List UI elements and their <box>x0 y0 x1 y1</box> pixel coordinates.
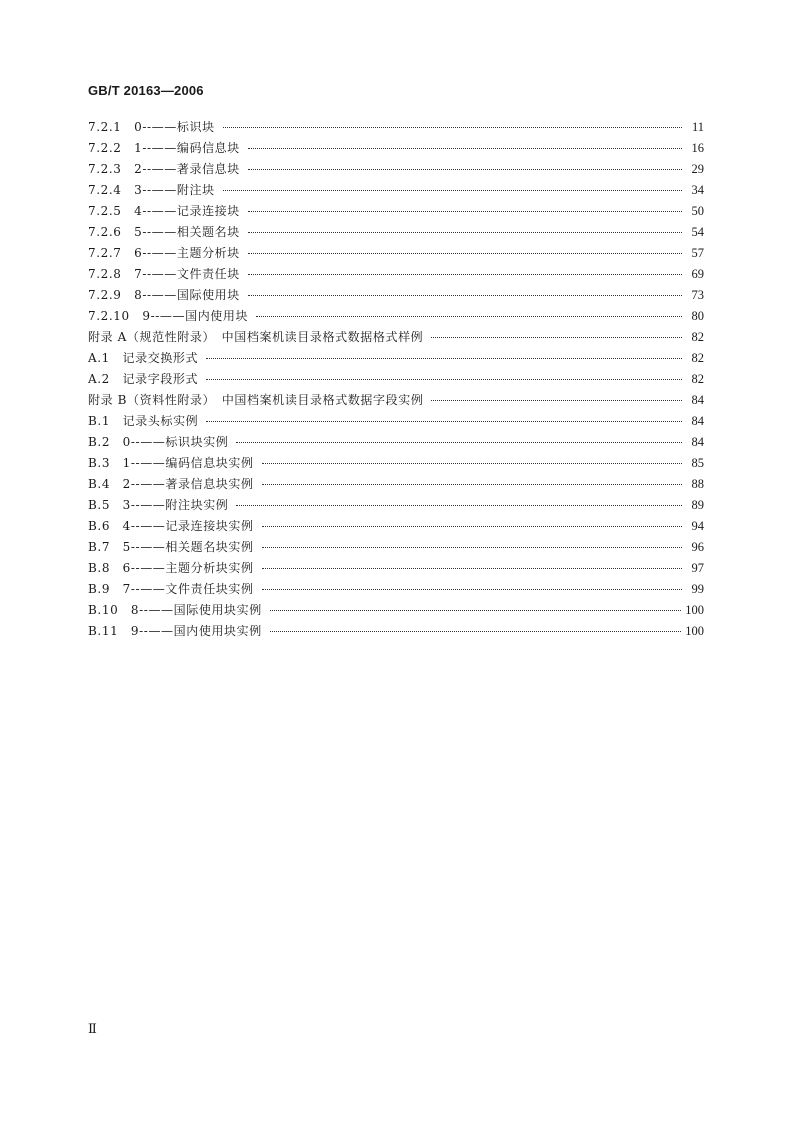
document-header: GB/T 20163—2006 <box>88 83 204 98</box>
toc-entry-page: 80 <box>691 309 704 323</box>
toc-entry[interactable] <box>88 559 704 580</box>
toc-entry-label: B.10 8--——国际使用块实例 <box>88 603 262 617</box>
toc-entry-page: 82 <box>691 330 704 344</box>
toc-entry-label: 7.2.3 2--——著录信息块 <box>88 162 240 176</box>
toc-entry[interactable] <box>88 412 704 433</box>
toc-entry[interactable] <box>88 496 704 517</box>
toc-entry-page: 50 <box>691 204 704 218</box>
toc-entry-page: 16 <box>691 141 704 155</box>
toc-leader-dots <box>431 337 682 338</box>
toc-entry-page: 88 <box>691 477 704 491</box>
toc-entry[interactable] <box>88 475 704 496</box>
toc-entry-label: 附录 B（资料性附录） 中国档案机读目录格式数据字段实例 <box>88 393 424 407</box>
toc-entry[interactable] <box>88 454 704 475</box>
toc-entry[interactable] <box>88 223 704 244</box>
toc-leader-dots <box>248 148 682 149</box>
toc-entry-label: B.5 3--——附注块实例 <box>88 498 229 512</box>
toc-entry-label: B.3 1--——编码信息块实例 <box>88 456 254 470</box>
toc-entry-label: B.1 记录头标实例 <box>88 414 199 428</box>
toc-entry-label: A.2 记录字段形式 <box>88 372 199 386</box>
toc-leader-dots <box>248 232 682 233</box>
toc-leader-dots <box>262 484 682 485</box>
toc-leader-dots <box>236 505 682 506</box>
toc-entry-page: 34 <box>691 183 704 197</box>
toc-entry[interactable] <box>88 160 704 181</box>
toc-leader-dots <box>223 127 682 128</box>
toc-entry-label: 7.2.4 3--——附注块 <box>88 183 215 197</box>
toc-entry[interactable] <box>88 118 704 139</box>
toc-entry-label: B.7 5--——相关题名块实例 <box>88 540 254 554</box>
toc-entry[interactable] <box>88 286 704 307</box>
toc-entry[interactable] <box>88 370 704 391</box>
toc-leader-dots <box>248 169 682 170</box>
table-of-contents <box>88 118 704 643</box>
toc-entry-label: 7.2.2 1--——编码信息块 <box>88 141 240 155</box>
toc-entry-page: 89 <box>691 498 704 512</box>
toc-entry-label: 7.2.6 5--——相关题名块 <box>88 225 240 239</box>
toc-entry[interactable] <box>88 265 704 286</box>
toc-leader-dots <box>248 295 682 296</box>
toc-leader-dots <box>206 358 682 359</box>
toc-entry-label: B.11 9--——国内使用块实例 <box>88 624 262 638</box>
toc-entry-annex-a[interactable] <box>88 328 704 349</box>
toc-leader-dots <box>262 526 682 527</box>
toc-entry-page: 54 <box>691 225 704 239</box>
toc-entry[interactable] <box>88 601 704 622</box>
toc-leader-dots <box>223 190 682 191</box>
toc-entry-page: 29 <box>691 162 704 176</box>
toc-entry[interactable] <box>88 517 704 538</box>
toc-leader-dots <box>262 463 682 464</box>
toc-leader-dots <box>248 211 682 212</box>
toc-entry-page: 96 <box>691 540 704 554</box>
toc-entry-page: 100 <box>685 603 704 617</box>
toc-entry[interactable] <box>88 349 704 370</box>
toc-entry[interactable] <box>88 202 704 223</box>
toc-entry-page: 84 <box>691 435 704 449</box>
toc-entry[interactable] <box>88 538 704 559</box>
toc-entry-page: 11 <box>691 120 704 134</box>
toc-entry-page: 69 <box>691 267 704 281</box>
toc-entry-page: 84 <box>691 393 704 407</box>
toc-entry-label: 附录 A（规范性附录） 中国档案机读目录格式数据格式样例 <box>88 330 424 344</box>
toc-entry-page: 82 <box>691 372 704 386</box>
toc-entry-label: 7.2.7 6--——主题分析块 <box>88 246 240 260</box>
toc-entry-page: 84 <box>691 414 704 428</box>
toc-entry-label: 7.2.1 0--——标识块 <box>88 120 215 134</box>
toc-entry-label: B.8 6--——主题分析块实例 <box>88 561 254 575</box>
toc-entry-label: 7.2.10 9--——国内使用块 <box>88 309 249 323</box>
toc-leader-dots <box>248 274 682 275</box>
toc-entry-page: 99 <box>691 582 704 596</box>
toc-leader-dots <box>262 568 682 569</box>
toc-entry-label: 7.2.8 7--——文件责任块 <box>88 267 240 281</box>
toc-entry[interactable] <box>88 622 704 643</box>
toc-entry-label: 7.2.9 8--——国际使用块 <box>88 288 240 302</box>
toc-entry-page: 73 <box>691 288 704 302</box>
toc-leader-dots <box>206 421 682 422</box>
toc-entry-label: 7.2.5 4--——记录连接块 <box>88 204 240 218</box>
toc-entry-page: 85 <box>691 456 704 470</box>
toc-leader-dots <box>206 379 682 380</box>
toc-entry-label: A.1 记录交换形式 <box>88 351 199 365</box>
toc-entry-page: 94 <box>691 519 704 533</box>
toc-entry-page: 97 <box>691 561 704 575</box>
toc-leader-dots <box>270 610 681 611</box>
toc-leader-dots <box>236 442 682 443</box>
toc-entry-label: B.4 2--——著录信息块实例 <box>88 477 254 491</box>
toc-entry[interactable] <box>88 244 704 265</box>
toc-entry[interactable] <box>88 181 704 202</box>
toc-entry-page: 82 <box>691 351 704 365</box>
toc-entry-annex-b[interactable] <box>88 391 704 412</box>
toc-leader-dots <box>262 547 682 548</box>
toc-entry[interactable] <box>88 580 704 601</box>
toc-entry-label: B.9 7--——文件责任块实例 <box>88 582 254 596</box>
page-number: Ⅱ <box>88 1021 97 1036</box>
toc-entry-page: 57 <box>691 246 704 260</box>
toc-leader-dots <box>256 316 682 317</box>
toc-leader-dots <box>262 589 682 590</box>
toc-entry-page: 100 <box>685 624 704 638</box>
toc-entry[interactable] <box>88 307 704 328</box>
toc-leader-dots <box>270 631 681 632</box>
toc-leader-dots <box>248 253 682 254</box>
toc-leader-dots <box>431 400 682 401</box>
toc-entry[interactable] <box>88 433 704 454</box>
toc-entry[interactable] <box>88 139 704 160</box>
toc-entry-label: B.2 0--——标识块实例 <box>88 435 229 449</box>
toc-entry-label: B.6 4--——记录连接块实例 <box>88 519 254 533</box>
